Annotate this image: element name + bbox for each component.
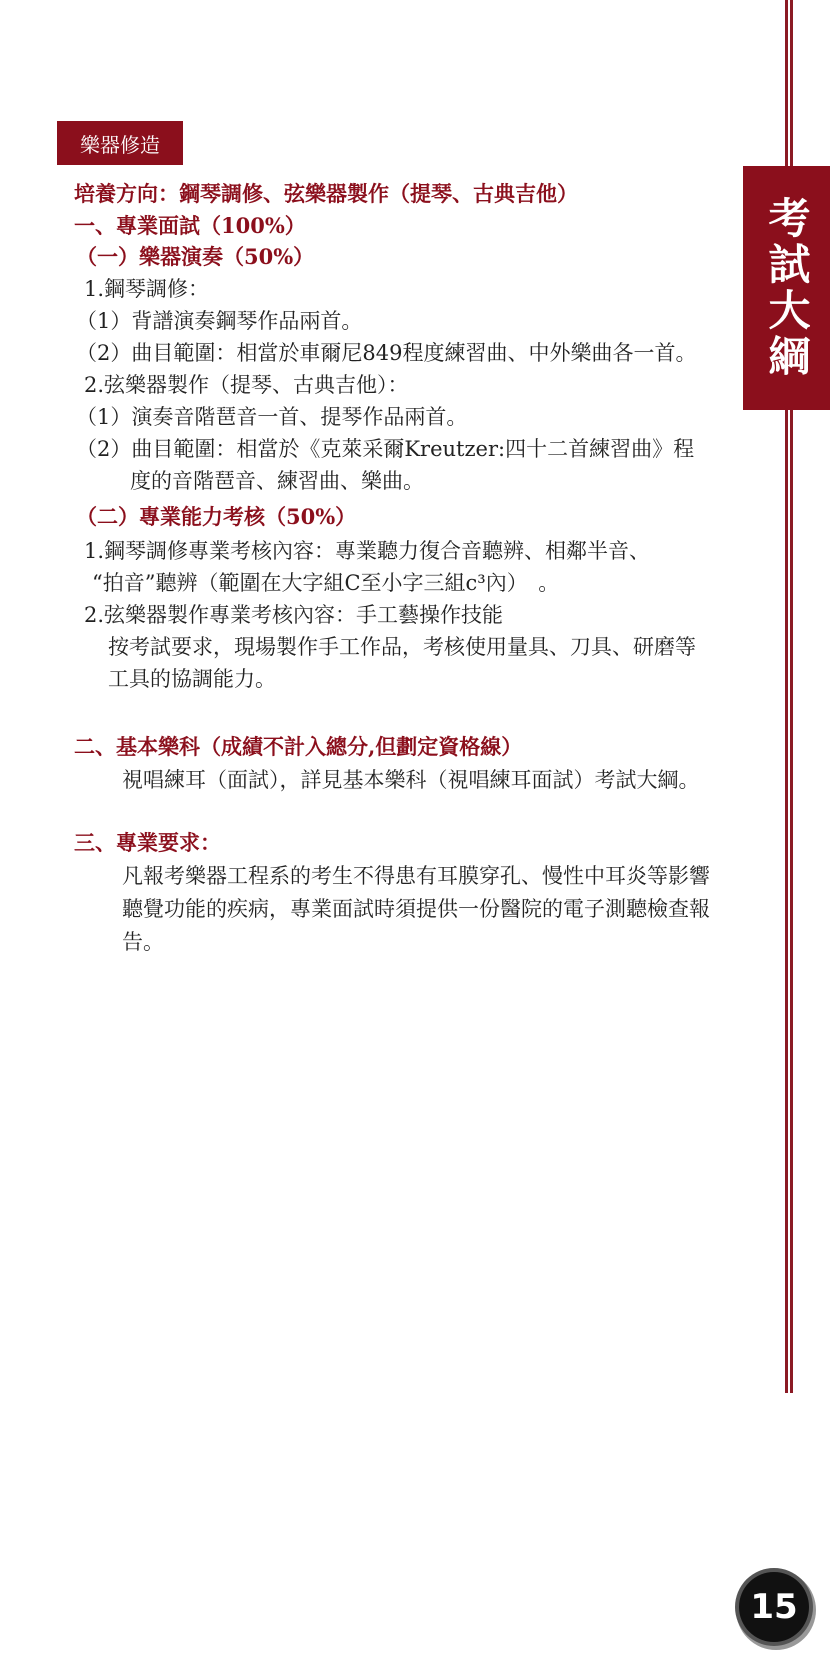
body-line: 2.弦樂器製作專業考核內容：手工藝操作技能	[84, 603, 504, 627]
body-line: 度的音階琶音、練習曲、樂曲。	[130, 469, 424, 493]
body-line: 聽覺功能的疾病，專業面試時須提供一份醫院的電子測聽檢查報	[122, 897, 710, 921]
body-line: （1）背譜演奏鋼琴作品兩首。	[76, 309, 363, 333]
page-number	[739, 1572, 809, 1642]
section-tag: 樂器修造	[57, 121, 183, 165]
body-line: 按考試要求，現場製作手工作品，考核使用量具、刀具、研磨等	[108, 635, 696, 659]
body-line: 視唱練耳（面試），詳見基本樂科（視唱練耳面試）考試大綱。	[122, 768, 700, 792]
side-tab-label: 考試大綱	[762, 196, 812, 380]
page-number-label: 15	[750, 1587, 798, 1627]
body-line: 凡報考樂器工程系的考生不得患有耳膜穿孔、慢性中耳炎等影響	[122, 864, 710, 888]
body-line: （1）演奏音階琶音一首、提琴作品兩首。	[76, 405, 468, 429]
body-line: 1.鋼琴調修專業考核內容：專業聽力復合音聽辨、相鄰半音、	[84, 539, 651, 563]
body-line: （2）曲目範圍：相當於車爾尼849程度練習曲、中外樂曲各一首。	[76, 341, 697, 365]
side-tab	[743, 166, 830, 410]
subheading-1-2: （二）專業能力考核（50%）	[76, 504, 357, 529]
body-line: 告。	[122, 930, 164, 954]
heading-2: 二、基本樂科（成績不計入總分,但劃定資格線）	[74, 734, 523, 759]
body-line: 1.鋼琴調修：	[84, 277, 210, 301]
body-line: 2.弦樂器製作（提琴、古典吉他）：	[84, 373, 409, 397]
heading-1: 一、專業面試（100%）	[74, 213, 306, 238]
subheading-1-1: （一）樂器演奏（50%）	[76, 244, 315, 269]
training-direction: 培養方向：鋼琴調修、弦樂器製作（提琴、古典吉他）	[74, 181, 578, 206]
body-line: “拍音”聽辨（範圍在大字組C至小字三組c³內） 。	[92, 571, 560, 595]
body-line: （2）曲目範圍：相當於《克萊采爾Kreutzer:四十二首練習曲》程	[76, 437, 695, 461]
heading-3: 三、專業要求：	[74, 830, 221, 855]
body-line: 工具的協調能力。	[108, 667, 276, 691]
